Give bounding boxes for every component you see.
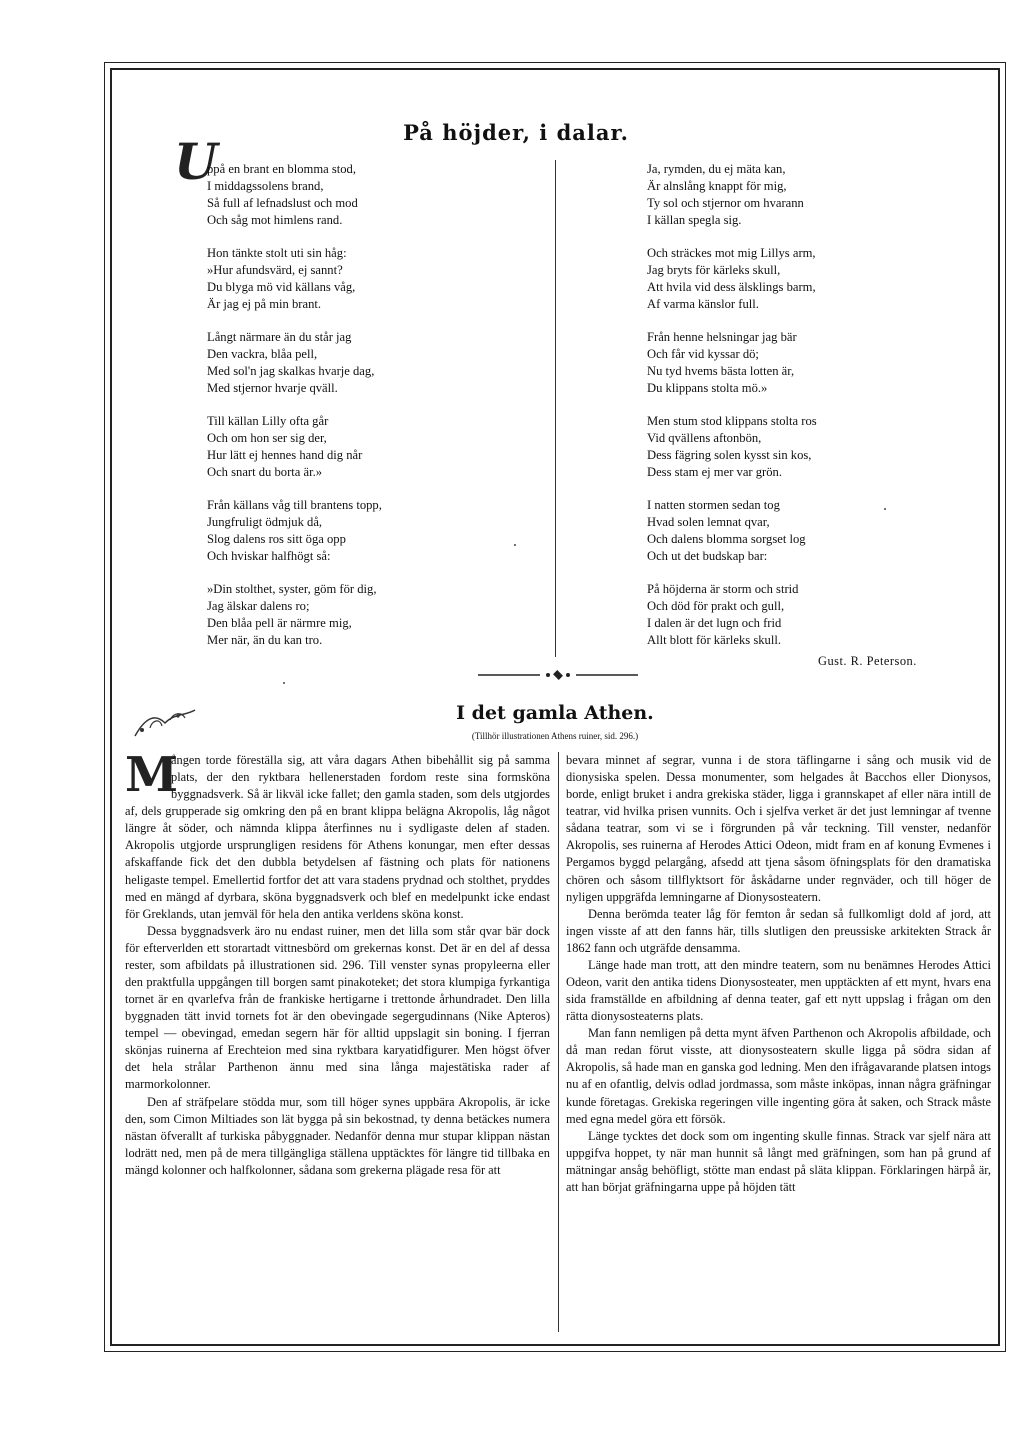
poem-column-divider [555, 160, 556, 657]
poem-line: Af varma känslor full. [647, 297, 759, 311]
poem-line: Är jag ej på min brant. [207, 297, 322, 311]
poem-line: I middagssolens brand, [207, 179, 324, 193]
poem-line: Ty sol och stjernor om hvarann [647, 196, 804, 210]
poem-line: Den vackra, blåa pell, [207, 347, 318, 361]
poem-stanza [647, 329, 817, 397]
poem-line: Jag bryts för kärleks skull, [647, 263, 781, 277]
print-speck [514, 544, 516, 546]
article-paragraph: Dessa byggnadsverk äro nu endast ruiner, men det lilla som står qvar bär dock för efterverlden ett storartadt vittnesbörd om grekernas konst. Det är en del af dessa rester, som afbildats på illustrationen sid. 296. Till venster synas propyleerna eller den praktfulla uppgången till borgen samt pinakoteket; det stora klumpiga fyrkantiga tornet är en qvarlefva från de frankiske hertigarne i trettonde århundradet. Den lilla byggnaden tätt invid tornets fot är den obevingade segergudinnans (Nike Apteros) tempel — obevingad, emedan segern här för alltid uppslagit sin boning. I fjerran skönjas ruinerna af Erechteion med sina ryktbara karyatidfigurer. Men högst öfver det hela strålar Parthenon ännu med sina långa majestätiska rader af marmorkolonner. [125, 923, 550, 1092]
poem-line: Att hvila vid dess älsklings barm, [647, 280, 816, 294]
article-column-divider [558, 752, 559, 1332]
poem-line: Vid qvällens aftonbön, [647, 431, 762, 445]
poem-line: Och hviskar halfhögt så: [207, 549, 331, 563]
poem-line: Och dalens blomma sorgset log [647, 532, 806, 546]
poem-line: På höjderna är storm och strid [647, 582, 799, 596]
poem-line: Jag älskar dalens ro; [207, 599, 310, 613]
poem-line: Och snart du borta är.» [207, 465, 323, 479]
poem-line: Dess stam ej mer var grön. [647, 465, 782, 479]
poem-line: Och såg mot himlens rand. [207, 213, 343, 227]
poem-right-column [647, 161, 817, 665]
article-dropcap: M [125, 747, 179, 803]
poem-line: Den blåa pell är närmre mig, [207, 616, 352, 630]
poem-stanza [207, 581, 382, 649]
poem-stanza [647, 581, 817, 649]
article-left-column [125, 747, 550, 1179]
poem-dropcap: U [174, 132, 218, 191]
article-paragraph: ången torde föreställa sig, att våra dagars Athen bibehållit sig på samma plats, der den ryktbara hellenerstaden fordom reste sina formsköna byggnadsverk. Så är likväl icke fallet; den gamla staden, som dels utgjordes af, dels grupperade sig omkring den på en brant klippa belägna Akropolis, låg något längre åt söder, och nämnda klippa återfinnes nu i sydligaste delen af staden. Akropolis utgjorde ursprungligen residens för Athens konungar, men efter dessas afskaffande fick det den dubbla betydelsen af fästning och plats för nationens heligaste tempel. Emellertid fortfor det att vara stadens prydnad och stolthet, pryddes med en mängd af dyrbara, sköna byggnadsverk och blef en medelpunkt icke endast för Greklands, utan jemväl för hela den antika verldens sköna konst. [125, 753, 550, 921]
poem-line: Du blyga mö vid källans våg, [207, 280, 356, 294]
article-paragraph: Länge hade man trott, att den mindre teatern, som nu benämnes Herodes Attici Odeon, varit den antika tidens Dionysosteater, men upptäckten af ett mynt, hvars ena sida framställde en afbildning af denna teater, gaf ett nytt uppslag i frågan om den rätta dionysosteaterns plats. [566, 957, 991, 1024]
poem-author: Gust. R. Peterson. [818, 654, 917, 668]
poem-line: Från henne helsningar jag bär [647, 330, 797, 344]
poem-stanza [647, 161, 817, 229]
poem-line: Så full af lefnadslust och mod [207, 196, 358, 210]
poem-line: Du klippans stolta mö.» [647, 381, 768, 395]
print-speck [884, 508, 886, 510]
poem-stanza [647, 245, 817, 313]
poem-line: Och får vid kyssar dö; [647, 347, 759, 361]
poem-line: Men stum stod klippans stolta ros [647, 414, 817, 428]
poem-line: Slog dalens ros sitt öga opp [207, 532, 346, 546]
poem-stanza [207, 413, 382, 481]
poem-line: ppå en brant en blomma stod, [207, 162, 356, 176]
article-paragraph: Länge tycktes det dock som om ingenting skulle finnas. Strack var sjelf nära att uppgifva hoppet, ty när man hunnit så långt med gräfningen, som han på grund af mätningar ansåg behöfligt, stötte man endast på släta klippan. Förklaringen härpå är, att han börjat gräfningarna uppe på höjden tätt [566, 1128, 991, 1194]
poem-stanza [647, 413, 817, 481]
poem-line: I källan spegla sig. [647, 213, 742, 227]
poem-line: I dalen är det lugn och frid [647, 616, 782, 630]
poem-line: Ja, rymden, du ej mäta kan, [647, 162, 786, 176]
article-paragraph: Denna berömda teater låg för femton år sedan så fullkomligt dold af jord, att ingen visste af att den fanns här, tills slutligen den preussiske arkitekten Strack år 1862 fann och utgräfde densamma. [566, 906, 991, 955]
poem-line: Hur lätt ej hennes hand dig når [207, 448, 363, 462]
poem-stanza [207, 245, 382, 313]
article-subtitle: (Tillhör illustrationen Athens ruiner, sid. 296.) [471, 731, 639, 741]
poem-line: Dess fägring solen kysst sin kos, [647, 448, 812, 462]
poem-line: »Hur afundsvärd, ej sannt? [207, 263, 343, 277]
poem-line: Och ut det budskap bar: [647, 549, 768, 563]
poem-line: Och sträckes mot mig Lillys arm, [647, 246, 816, 260]
article-paragraph: bevara minnet af segrar, vunna i de stora täflingarne i sång och musik vid de dionysiska spelen. Dessa monumenter, som helgades åt Bacchos eller Dionysos, borde, enligt bruket i andra grekiska städer, ligga i grannskapet af eller nära intill de teatrar, vid hvilka prisen vunnits. Och i sjelfva verket är det just lemningar af tvenne sådana teatrar, som vi se i förgrunden på vår teckning. Till venster, nedanför Akropolis, ses ruinerna af Herodes Attici Odeon, midt fram en af konung Evmenes i Pergamos byggd pelargång, afsedd att tjena såsom öfningsplats för den dramatiska chören och såsom tillflyktsort för åskådarne under regnväder, och till höger de nyligen uppgräfda lemningarne af Dionysosteatern. [566, 753, 991, 904]
poem-line: Med sol'n jag skalkas hvarje dag, [207, 364, 375, 378]
poem-line: Hon tänkte stolt uti sin håg: [207, 246, 347, 260]
poem-stanza [647, 497, 817, 565]
poem-line: Allt blott för kärleks skull. [647, 633, 781, 647]
poem-line: Med stjernor hvarje qväll. [207, 381, 338, 395]
poem-line: Till källan Lilly ofta går [207, 414, 329, 428]
poem-line: Hvad solen lemnat qvar, [647, 515, 770, 529]
poem-stanza [207, 161, 382, 229]
poem-line: »Din stolthet, syster, göm för dig, [207, 582, 377, 596]
poem-left-column [207, 161, 382, 665]
section-divider-ornament-icon [478, 670, 638, 680]
poem-stanza [207, 329, 382, 397]
poem-line: Jungfruligt ödmjuk då, [207, 515, 323, 529]
poem-line: Är alnslång knappt för mig, [647, 179, 787, 193]
poem-line: Från källans våg till brantens topp, [207, 498, 382, 512]
poem-line: I natten stormen sedan tog [647, 498, 780, 512]
poem-title: På höjder, i dalar. [403, 120, 629, 145]
poem-line: Nu tyd hvems bästa lotten är, [647, 364, 795, 378]
poem-line: Och om hon ser sig der, [207, 431, 327, 445]
article-paragraph: Den af sträfpelare stödda mur, som till höger synes uppbära Akropolis, är icke den, som Cimon Miltiades son lät bygga på sin bekostnad, ty denna betäckes numera nästan öfverallt af turkiska påbyggnader. Nedanför denna mur stupar klippan nästan lodrätt ned, men på de mera tillgängliga ställena upptäcktes för längre tid tillbaka en mängd kolonner och halfkolonner, sådana som grekerna plägade resa för att [125, 1094, 550, 1177]
poem-line: Och död för prakt och gull, [647, 599, 785, 613]
article-right-column [566, 752, 991, 1196]
poem-line: Mer när, än du kan tro. [207, 633, 323, 647]
poem-line: Långt närmare än du står jag [207, 330, 352, 344]
print-speck [283, 682, 285, 684]
poem-stanza [207, 497, 382, 565]
article-title: I det gamla Athen. [456, 702, 654, 724]
article-paragraph: Man fann nemligen på detta mynt äfven Parthenon och Akropolis afbildade, och då man redan förut visste, att dionysosteatern skulle ligga på södra sidan af Akropolis, så hade man en ganska god ledning. Men den ifrågavarande platsen intogs nu af en ofantlig, delvis odlad jordmassa, som måste inköpas, innan några gräfningar kunde företagas. Grekiska regeringen ville ingenting göra åt saken, och Strack måste med egna medel göra ett försök. [566, 1026, 991, 1126]
